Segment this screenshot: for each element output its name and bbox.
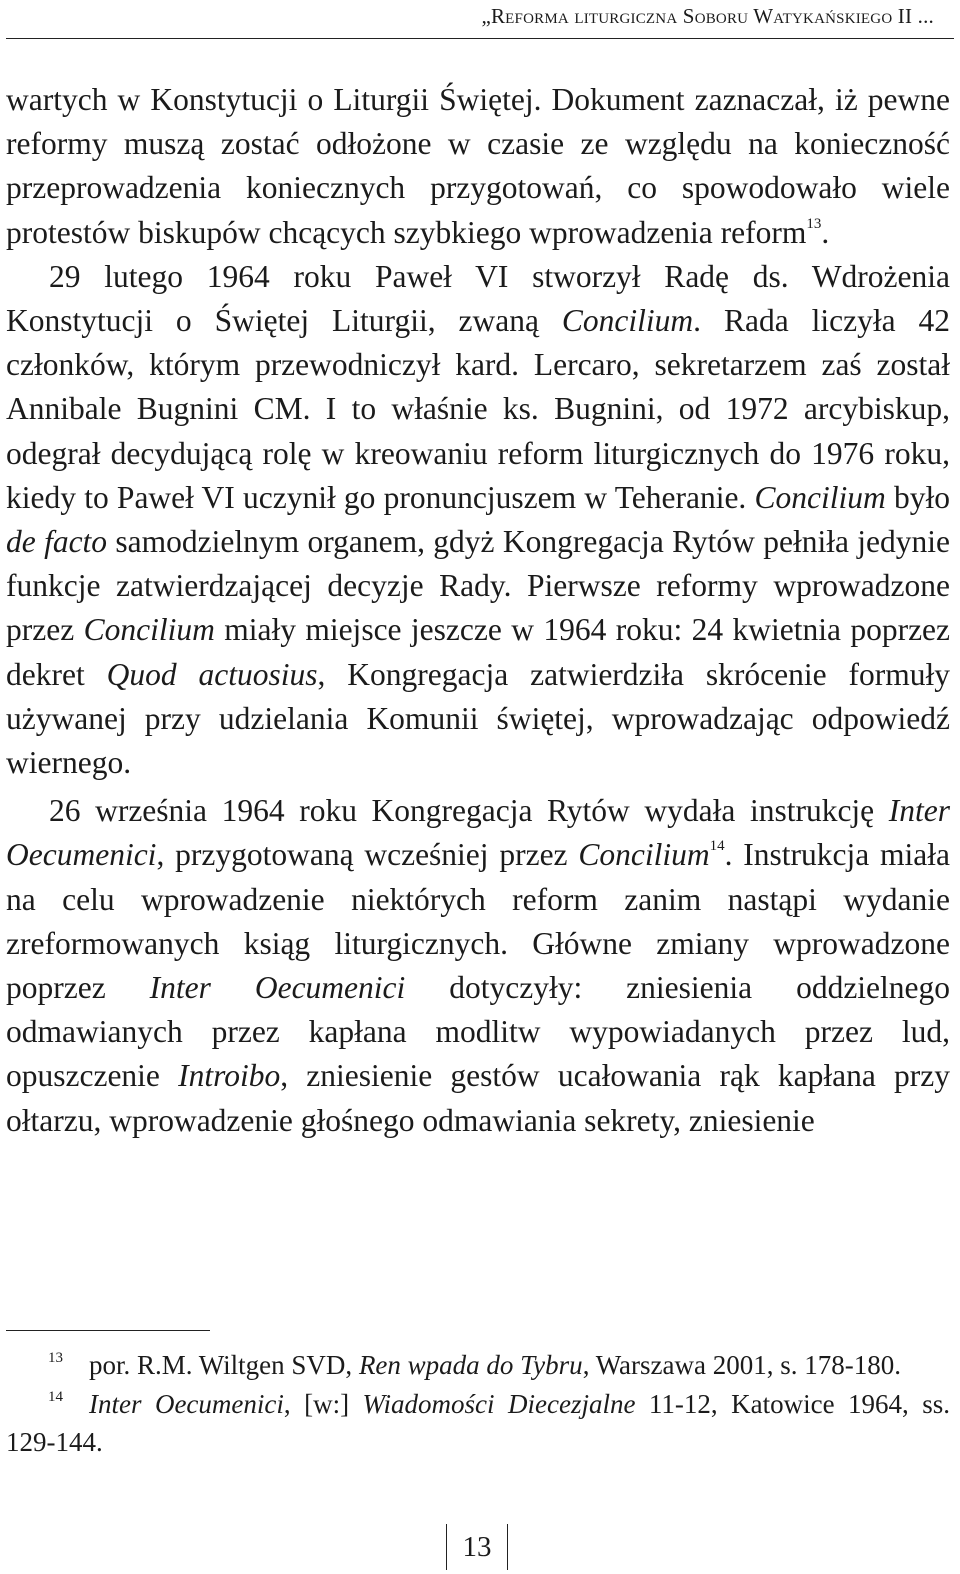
footnotes — [6, 1346, 950, 1462]
footnote-text — [6, 1389, 950, 1458]
text-run: . Instrukcja miała na celu wprowadzenie niektórych reform zanim nastąpi wydanie zreformowanych ksiąg liturgicznych. Główne zmiany wprowadzone poprzez — [6, 837, 950, 1006]
footnote-reference: 14 — [709, 838, 725, 855]
text-run: , Warszawa 2001, s. 178-180. — [582, 1350, 901, 1380]
text-run: . — [821, 214, 830, 250]
italic-text: Wiadomości Diecezjalne — [362, 1388, 636, 1419]
page-number: 13 — [446, 1524, 508, 1570]
text-run: samodzielnym organem, gdyż Kongregacja Rytów pełniła jedynie funkcje zatwierdzającej decyzje Rady. Pierwsze reformy wprowadzone przez — [6, 524, 951, 648]
text-run: wartych w Konstytucji o Liturgii Świętej. Dokument zaznaczał, iż pewne reformy muszą zostać odłożone w czasie ze względu na konieczność przeprowadzenia koniecznych przygotowań, co spowodowało wiele protestów biskupów chcących szybkiego wprowadzenia reform — [6, 82, 950, 250]
italic-text: Inter Oecumenici — [149, 970, 406, 1006]
italic-text: Concilium — [83, 612, 215, 648]
text-run: por. R.M. Wiltgen SVD, — [89, 1350, 359, 1380]
italic-text: Concilium — [578, 837, 710, 873]
footnote-14 — [6, 1385, 950, 1462]
footnote-number: 14 — [48, 1388, 63, 1405]
paragraph-1 — [6, 78, 950, 255]
italic-text: Ren wpada do Tybru — [358, 1350, 583, 1380]
text-run: było — [885, 479, 950, 515]
footnote-rule — [6, 1330, 210, 1331]
paragraph-3 — [6, 789, 950, 1143]
paragraph-2 — [6, 255, 950, 785]
text-run: miały miejsce jeszcze w 1964 roku: 24 kwietnia poprzez dekret — [6, 612, 951, 692]
italic-text: Concilium — [561, 303, 694, 339]
text-run: 26 września 1964 roku Kongregacja Rytów wydała instrukcję — [49, 793, 889, 829]
italic-text: de facto — [6, 524, 108, 560]
footnote-reference: 13 — [806, 215, 822, 232]
italic-text: Inter Oecumenici — [6, 793, 950, 873]
text-run: , zniesienie gestów ucałowania rąk kapłana przy ołtarzu, wprowadzenie głośnego odmawiania sekrety, zniesienie — [6, 1058, 951, 1138]
body-text — [6, 78, 950, 1143]
header-rule — [6, 38, 954, 39]
italic-text: Concilium — [754, 479, 886, 515]
text-run: 29 lutego 1964 roku Paweł VI stworzył Radę ds. Wdrożenia Konstytucji o Świętej Liturgii, zwaną — [6, 258, 950, 339]
footnote-text — [89, 1350, 901, 1380]
text-run: . Rada liczyła 42 członków, którym przewodniczył kard. Lercaro, sekretarzem zaś został Annibale Bugnini CM. I to właśnie ks. Bugnini, od 1972 arcybiskup, odegrał decydującą rolę w kreowaniu reform liturgicznych do 1976 roku, kiedy to Paweł VI uczynił go pronuncjuszem w Teheranie. — [6, 303, 951, 515]
text-run: dotyczyły: zniesienia oddzielnego odmawianych przez kapłana modlitw wypowiadanych przez lud, opuszczenie — [6, 970, 951, 1094]
running-header: „Reforma liturgiczna Soboru Watykańskiego II ... — [481, 4, 934, 28]
italic-text: Quod actuosius — [106, 656, 318, 692]
italic-text: Introibo — [178, 1058, 281, 1094]
text-run: 11-12, Katowice 1964, ss. 129-144. — [6, 1388, 950, 1457]
footnote-number: 13 — [48, 1350, 63, 1366]
footnote-13 — [6, 1346, 950, 1385]
italic-text: Inter Oecumenici — [89, 1388, 284, 1419]
text-run: , przygotowaną wcześniej przez — [156, 837, 579, 873]
text-run: , [w:] — [283, 1388, 363, 1419]
text-run: , Kongregacja zatwierdziła skrócenie formuły używanej przy udzielania Komunii świętej, wprowadzając odpowiedź wiernego. — [6, 656, 950, 781]
